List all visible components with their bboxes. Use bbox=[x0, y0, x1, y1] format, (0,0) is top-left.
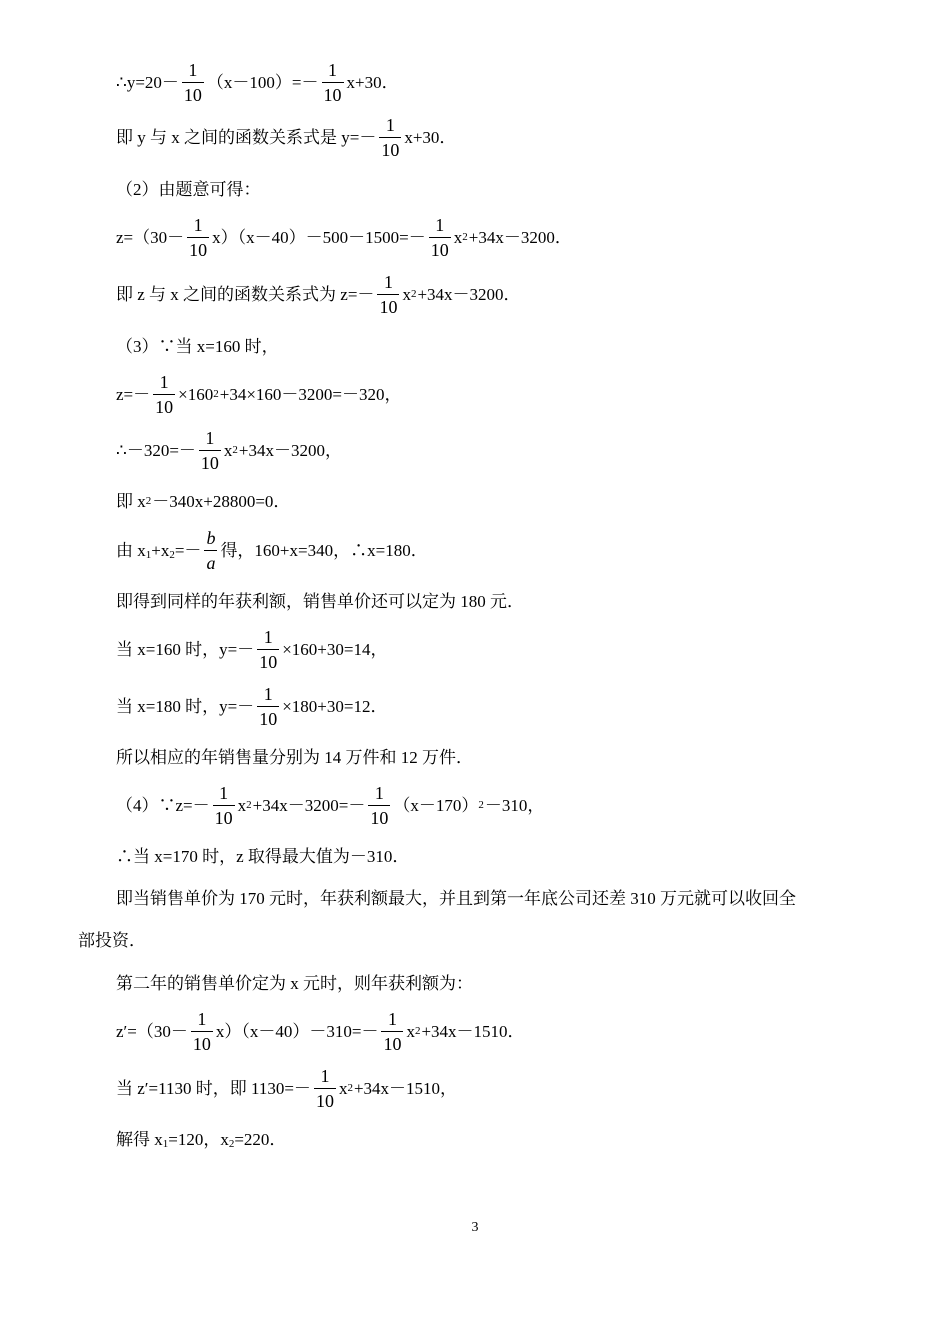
text: z′=（30－ bbox=[116, 1021, 188, 1041]
subscript: 2 bbox=[228, 1137, 235, 1150]
text: x bbox=[402, 284, 411, 304]
fraction: $\frac{1}{10}$ bbox=[430, 214, 449, 260]
formula-line-z-relation bbox=[116, 266, 521, 322]
text: 所以相应的年销售量分别为 14 万件和 12 万件． bbox=[116, 747, 473, 767]
text: +34x－1510． bbox=[421, 1021, 525, 1041]
exponent: 2 bbox=[145, 494, 152, 507]
text: 即当销售单价为 170 元时，年获利额最大，并且到第一年底公司还差 310 万元就可以收回全 bbox=[116, 888, 796, 908]
text: +34x－3200． bbox=[417, 284, 521, 304]
text: +34×160－3200=－320， bbox=[219, 384, 402, 404]
text: z=（30－ bbox=[116, 227, 185, 247]
text: （x－170） bbox=[393, 795, 479, 815]
fraction: $\frac{1}{10}$ bbox=[189, 214, 208, 260]
text: －310， bbox=[484, 795, 545, 815]
formula-line-z-at-160 bbox=[116, 366, 402, 422]
text: 即 z 与 x 之间的函数关系式为 z=－ bbox=[116, 284, 375, 304]
formula-line-z-prime bbox=[116, 1003, 525, 1059]
formula-line-y-derivation bbox=[116, 54, 399, 110]
fraction: $\frac{1}{10}$ bbox=[183, 59, 202, 105]
fraction: $\frac{1}{10}$ bbox=[315, 1065, 334, 1111]
formula-line-vertex-form bbox=[116, 777, 544, 833]
exponent: 2 bbox=[462, 230, 468, 243]
text: 解得 x bbox=[116, 1129, 163, 1149]
text: +34x－3200， bbox=[238, 440, 342, 460]
formula-line-vieta bbox=[116, 522, 428, 578]
text: （4）∵z=－ bbox=[116, 795, 210, 815]
subscript: 2 bbox=[169, 548, 175, 561]
text: ×160 bbox=[178, 384, 214, 404]
text: ×180+30=12． bbox=[282, 696, 388, 716]
exponent: 2 bbox=[478, 798, 484, 811]
text: x bbox=[338, 1078, 348, 1098]
text: x）（x－40）－500－1500=－ bbox=[212, 227, 426, 247]
text: 即 y 与 x 之间的函数关系式是 y=－ bbox=[116, 127, 377, 147]
text: z=－ bbox=[116, 384, 151, 404]
text: x bbox=[223, 440, 233, 460]
exponent: 2 bbox=[232, 443, 238, 456]
text: x bbox=[406, 1021, 415, 1041]
formula-line-y-at-160 bbox=[116, 621, 387, 677]
text: 由 x bbox=[116, 540, 146, 560]
exponent: 2 bbox=[347, 1081, 353, 1094]
fraction: $\frac{1}{10}$ bbox=[155, 371, 174, 417]
exponent: 2 bbox=[213, 387, 219, 400]
text: +34x－3200=－ bbox=[252, 795, 366, 815]
formula-line-z-derivation bbox=[116, 209, 572, 265]
text-line-same-profit bbox=[116, 586, 524, 616]
text: 第二年的销售单价定为 x 元时，则年获利额为： bbox=[116, 973, 473, 993]
text: =220． bbox=[234, 1129, 287, 1149]
fraction: $\frac{1}{10}$ bbox=[259, 626, 278, 672]
fraction: $\frac{1}{10}$ bbox=[379, 271, 398, 317]
text: x bbox=[453, 227, 463, 247]
fraction: $\frac{b}{a}$ bbox=[206, 527, 216, 573]
text: 即 x bbox=[116, 491, 146, 511]
part-2-heading bbox=[116, 174, 261, 204]
exponent: 2 bbox=[246, 798, 252, 811]
text: 当 z′=1130 时，即 1130=－ bbox=[116, 1078, 311, 1098]
text: x）（x－40）－310=－ bbox=[215, 1021, 379, 1041]
text: x+30． bbox=[404, 127, 457, 147]
page-number: 3 bbox=[471, 1220, 479, 1235]
text: 即得到同样的年获利额，销售单价还可以定为 180 元． bbox=[116, 591, 524, 611]
exponent: 2 bbox=[410, 287, 417, 300]
formula-line-solution bbox=[116, 1124, 286, 1154]
fraction: $\frac{1}{10}$ bbox=[214, 782, 233, 828]
text: =－ bbox=[174, 540, 202, 560]
text: x bbox=[237, 795, 247, 815]
subscript: 1 bbox=[162, 1137, 169, 1150]
text: （2）由题意可得： bbox=[116, 179, 261, 199]
subscript: 1 bbox=[145, 548, 152, 561]
text: ∴－320=－ bbox=[116, 440, 196, 460]
formula-line-quadratic bbox=[116, 486, 290, 516]
text: （3）∵当 x=160 时， bbox=[116, 336, 279, 356]
formula-line-y-at-180 bbox=[116, 678, 387, 734]
formula-line-equation bbox=[116, 422, 342, 478]
fraction: $\frac{1}{10}$ bbox=[192, 1008, 211, 1054]
text: 当 x=180 时，y=－ bbox=[116, 696, 255, 716]
fraction: $\frac{1}{10}$ bbox=[200, 427, 219, 473]
fraction: $\frac{1}{10}$ bbox=[383, 1008, 402, 1054]
text-line-max-profit bbox=[116, 883, 796, 913]
fraction: $\frac{1}{10}$ bbox=[370, 782, 389, 828]
text: 当 x=160 时，y=－ bbox=[116, 639, 255, 659]
text: +34x－1510， bbox=[353, 1078, 458, 1098]
text: =120，x bbox=[168, 1129, 229, 1149]
text-line-second-year bbox=[116, 968, 473, 998]
formula-line-y-relation bbox=[116, 109, 456, 165]
text-line-investment bbox=[78, 925, 146, 955]
text-line-sales-volume bbox=[116, 742, 473, 772]
text: 得，160+x=340，∴x=180． bbox=[220, 540, 428, 560]
text: －340x+28800=0． bbox=[152, 491, 291, 511]
fraction: $\frac{1}{10}$ bbox=[381, 114, 400, 160]
exponent: 2 bbox=[414, 1024, 421, 1037]
text: （x－100）=－ bbox=[206, 72, 319, 92]
text: +34x－3200． bbox=[468, 227, 572, 247]
fraction: $\frac{1}{10}$ bbox=[259, 683, 278, 729]
text-line-max-value bbox=[116, 841, 409, 871]
part-3-heading bbox=[116, 331, 279, 361]
text: x+30． bbox=[346, 72, 399, 92]
text: 部投资． bbox=[78, 930, 146, 950]
text: ×160+30=14， bbox=[282, 639, 388, 659]
text: ∴y=20－ bbox=[116, 72, 179, 92]
text: +x bbox=[151, 540, 170, 560]
fraction: $\frac{1}{10}$ bbox=[323, 59, 342, 105]
text: ∴当 x=170 时，z 取得最大值为－310． bbox=[116, 846, 410, 866]
formula-line-z-prime-1130 bbox=[116, 1060, 457, 1116]
